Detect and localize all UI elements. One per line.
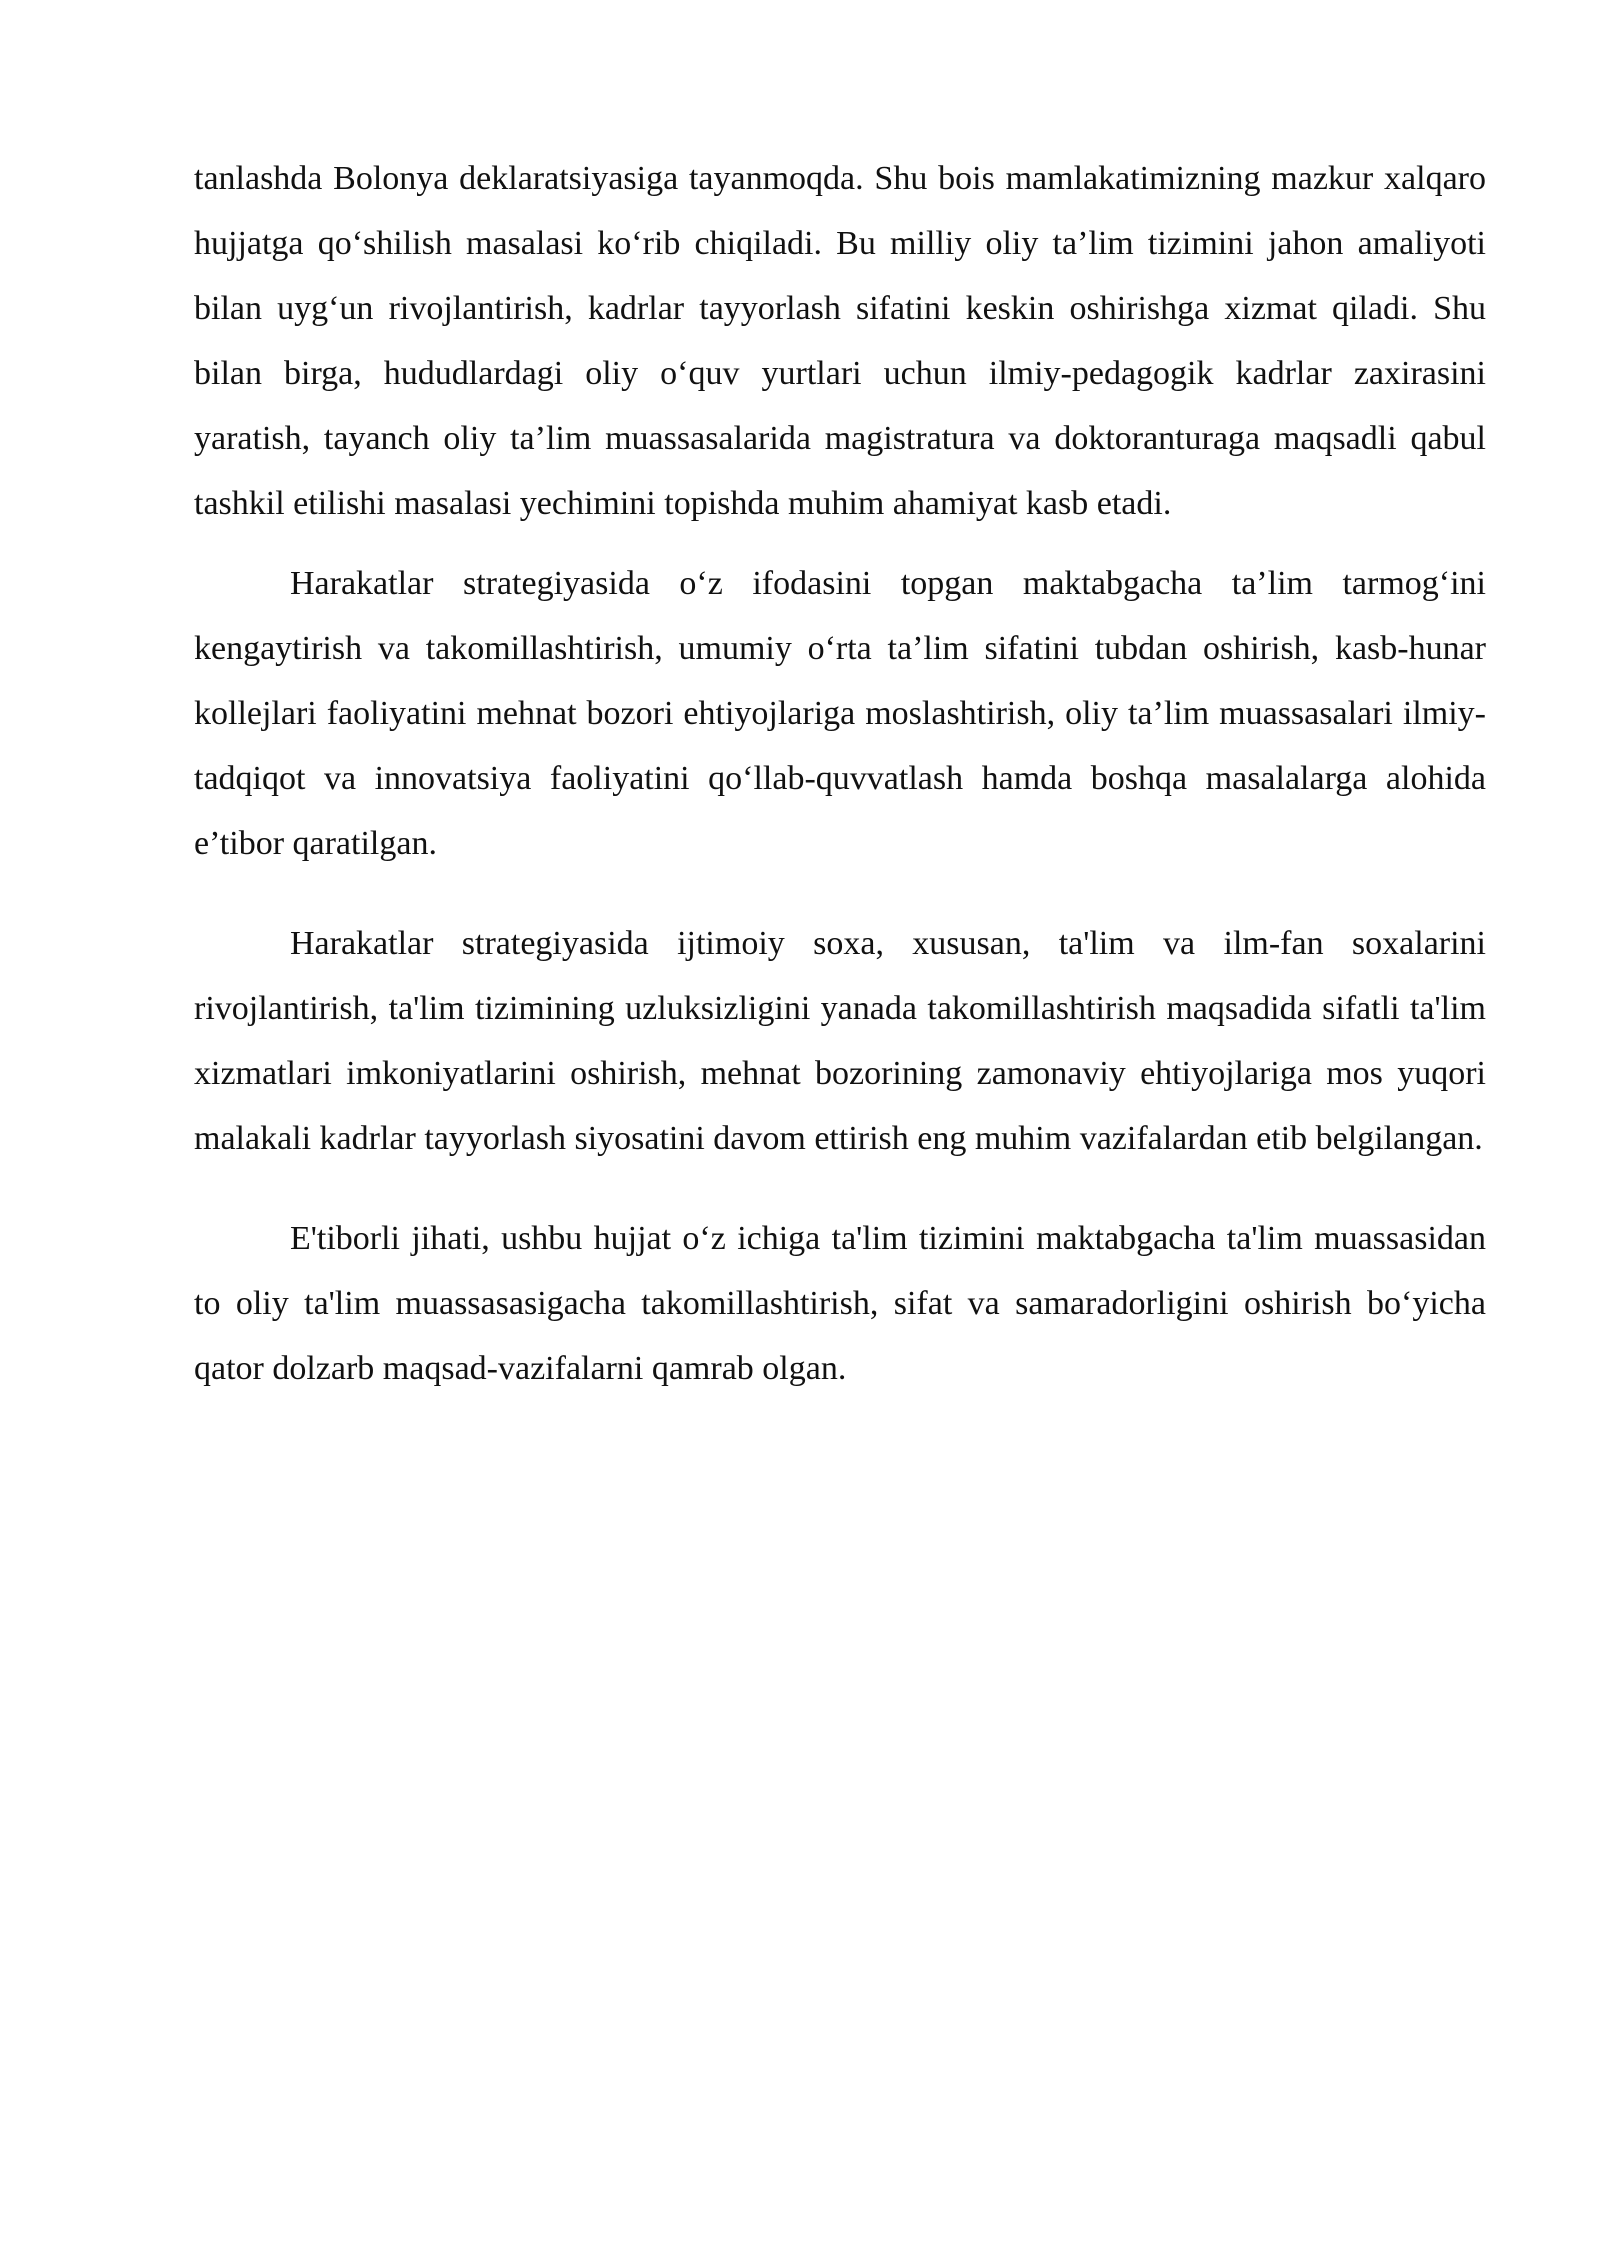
paragraph-2: Harakatlar strategiyasida o‘z ifodasini topgan maktabgacha ta’lim tarmog‘ini kengaytirish va takomillashtirish, umumiy o‘rta ta’lim sifatini tubdan oshirish, kasb-hunar kollejlari faoliyatini mehnat bozori ehtiyojlariga moslashtirish, oliy ta’lim muassasalari ilmiy-tadqiqot va innovatsiya faoliyatini qo‘llab-quvvatlash hamda boshqa masalalarga alohida e’tibor qaratilgan.	[194, 565, 1486, 862]
paragraph-3: Harakatlar strategiyasida ijtimoiy soxa, xususan, ta'lim va ilm-fan soxalarini rivojlantirish, ta'lim tizimining uzluksizligini yanada takomillashtirish maqsadida sifatli ta'lim xizmatlari imkoniyatlarini oshirish, mehnat bozorining zamonaviy ehtiyojlariga mos yuqori malakali kadrlar tayyorlash siyosatini davom ettirish eng muhim vazifalardan etib belgilangan.	[194, 925, 1486, 1157]
paragraph-1: tanlashda Bolonya deklaratsiyasiga tayanmoqda. Shu bois mamlakatimizning mazkur xalqaro hujjatga qo‘shilish masalasi ko‘rib chiqiladi. Bu milliy oliy ta’lim tizimini jahon amaliyoti bilan uyg‘un rivojlantirish, kadrlar tayyorlash sifatini keskin oshirishga xizmat qiladi. Shu bilan birga, hududlardagi oliy o‘quv yurtlari uchun ilmiy-pedagogik kadrlar zaxirasini yaratish, tayanch oliy ta’lim muassasalarida magistratura va doktoranturaga maqsadli qabul tashkil etilishi masalasi yechimini topishda muhim ahamiyat kasb etadi.	[194, 160, 1486, 522]
document-body	[194, 146, 1486, 1401]
paragraph-4: E'tiborli jihati, ushbu hujjat o‘z ichiga ta'lim tizimini maktabgacha ta'lim muassasidan to oliy ta'lim muassasasigacha takomillashtirish, sifat va samaradorligini oshirish bo‘yicha qator dolzarb maqsad-vazifalarni qamrab olgan.	[194, 1220, 1486, 1387]
